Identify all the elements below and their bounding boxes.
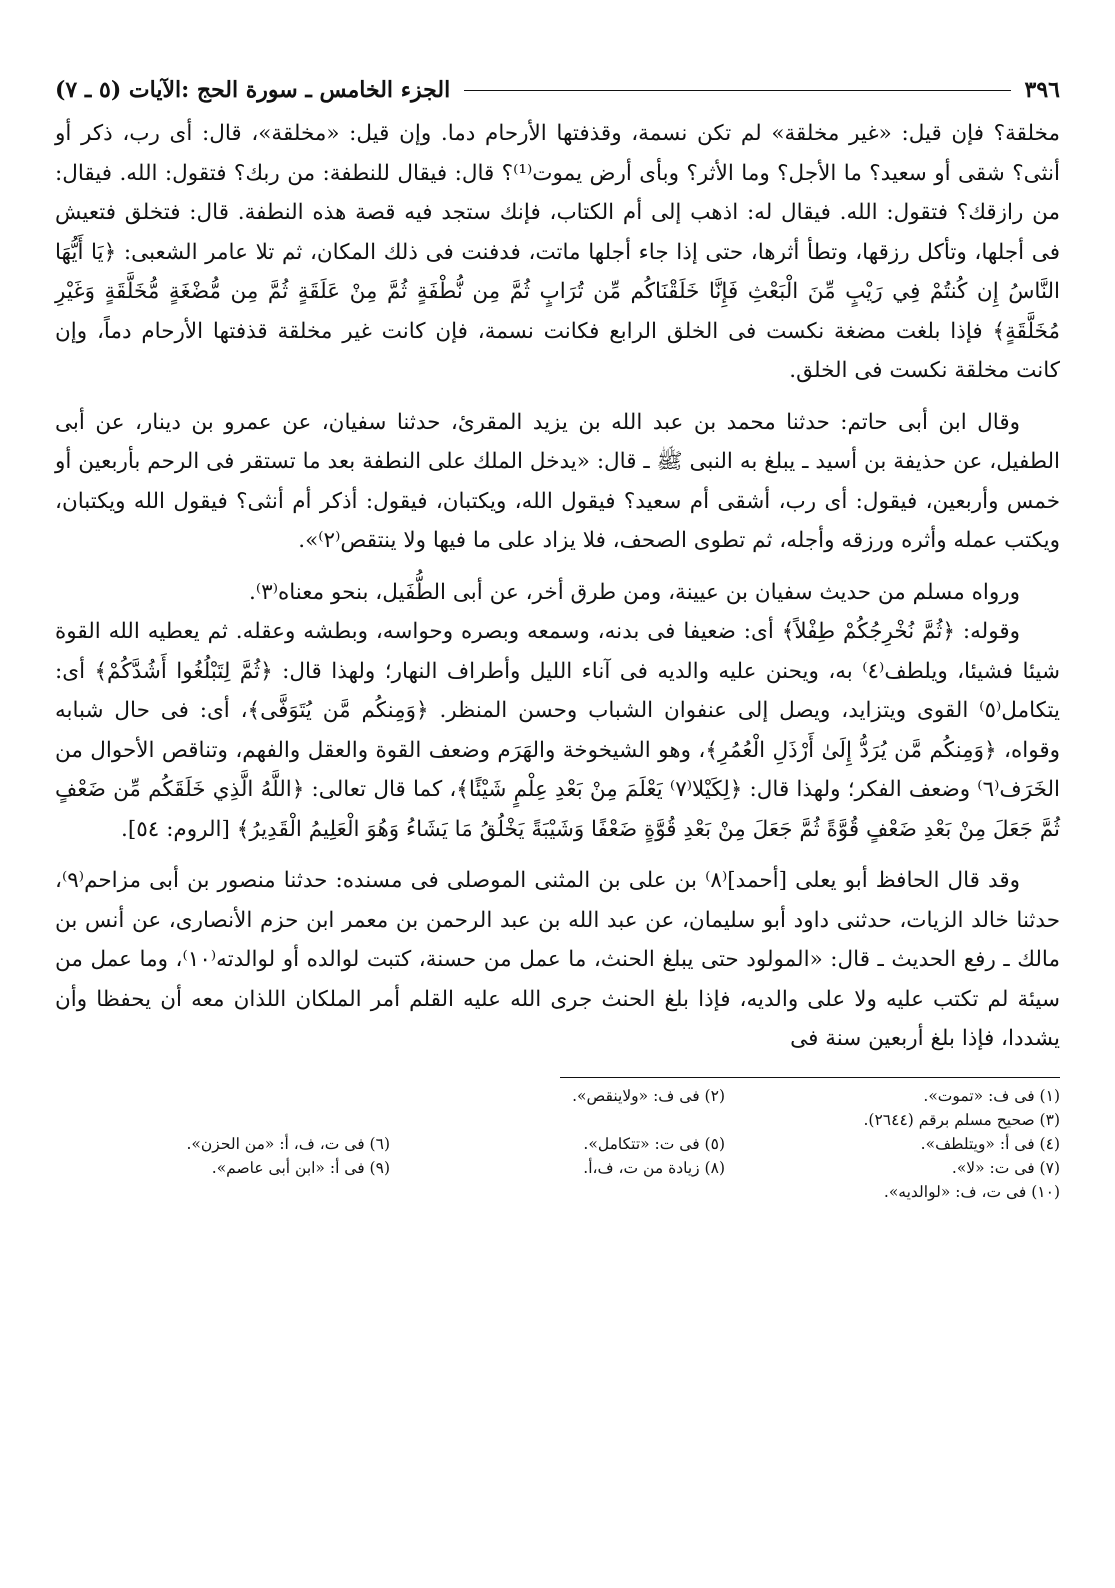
footnote-row [55,1132,1060,1156]
footnote [390,1108,725,1132]
footnote [390,1180,725,1204]
main-text [55,114,1060,1059]
footnote-row [55,1180,1060,1204]
footnote: (٨) زيادة من ت، ف،أ. [583,1158,725,1177]
page-header [55,70,1060,110]
footnote-separator [560,1077,1060,1078]
page-number: ٣٩٦ [1024,77,1060,103]
footnote: (٤) فى أ: «ويتلطف». [920,1134,1060,1153]
footnote [55,1084,390,1108]
footnote: (٣) صحيح مسلم برقم (٢٦٤٤). [863,1110,1060,1129]
footnote: (٦) فى ت، ف، أ: «من الحزن». [186,1134,390,1153]
book-page [55,70,1060,1204]
footnote-row [55,1156,1060,1180]
footnote [55,1108,390,1132]
footnote: (٩) فى أ: «ابن أبى عاصم». [211,1158,390,1177]
footnote: (٥) فى ت: «تتكامل». [583,1134,725,1153]
header-rule [464,90,1010,91]
paragraph: وقوله: ﴿ثُمَّ نُخْرِجُكُمْ طِفْلاً﴾ أى: ضعيفا فى بدنه، وسمعه وبصره وحواسه، وبطشه وعقله. ثم يعطيه الله القوة شيئا فشيئا، ويلطف⁽٤⁾ به، ويحنن عليه والديه فى آناء الليل وأطراف النهار؛ ولهذا قال: ﴿ثُمَّ لِتَبْلُغُوا أَشُدَّكُمْ﴾ أى: يتكامل⁽٥⁾ القوى ويتزايد، ويصل إلى عنفوان الشباب وحسن المنظر. ﴿وَمِنكُم مَّن يُتَوَفَّى﴾، أى: فى حال شبابه وقواه، ﴿وَمِنكُم مَّن يُرَدُّ إِلَىٰ أَرْذَلِ الْعُمُرِ﴾، وهو الشيخوخة والهَرَم وضعف القوة والعقل والفهم، وتناقص الأحوال من الخَرَف⁽٦⁾ وضعف الفكر؛ ولهذا قال: ﴿لِكَيْلا⁽٧⁾ يَعْلَمَ مِنْ بَعْدِ عِلْمٍ شَيْئًا﴾، كما قال تعالى: ﴿اللَّهُ الَّذِي خَلَقَكُم مِّن ضَعْفٍ ثُمَّ جَعَلَ مِنْ بَعْدِ ضَعْفٍ قُوَّةً ثُمَّ جَعَلَ مِنْ بَعْدِ قُوَّةٍ ضَعْفًا وَشَيْبَةً يَخْلُقُ مَا يَشَاءُ وَهُوَ الْعَلِيمُ الْقَدِيرُ﴾ [الروم: ٥٤]. [55,619,1060,842]
footnotes [55,1084,1060,1204]
footnote-row [55,1108,1060,1132]
footnote [55,1180,390,1204]
paragraph: وقد قال الحافظ أبو يعلى [أحمد]⁽٨⁾ بن على بن المثنى الموصلى فى مسنده: حدثنا منصور بن أبى مزاحم⁽٩⁾، حدثنا خالد الزيات، حدثنى داود أبو سليمان، عن عبد الله بن عبد الرحمن بن معمر ابن حزم الأنصارى، عن أنس بن مالك ـ رفع الحديث ـ قال: «المولود حتى يبلغ الحنث، ما عمل من حسنة، كتبت لوالده أو لوالدته⁽١٠⁾، وما عمل من سيئة لم تكتب عليه ولا على والديه، فإذا بلغ الحنث جرى الله عليه القلم أمر الملكان اللذان معه أن يحفظا وأن يشددا، فإذا بلغ أربعين سنة فى [55,868,1060,1051]
paragraph: ورواه مسلم من حديث سفيان بن عيينة، ومن طرق أخر، عن أبى الطُّفَيل، بنحو معناه⁽٣⁾. [249,579,1020,605]
footnote-row [55,1084,1060,1108]
footnote: (٢) فى ف: «ولاينقص». [572,1086,725,1105]
paragraph: وقال ابن أبى حاتم: حدثنا محمد بن عبد الله بن يزيد المقرئ، حدثنا سفيان، عن عمرو بن دينار، عن أبى الطفيل، عن حذيفة بن أسيد ـ يبلغ به النبى ﷺ ـ قال: «يدخل الملك على النطفة بعد ما تستقر فى الرحم بأربعين أو خمس وأربعين، فيقول: أى رب، أشقى أم سعيد؟ فيقول الله، ويكتبان، فيقول: أذكر أم أنثى؟ فيقول الله ويكتبان، ويكتب عمله وأثره ورزقه وأجله، ثم تطوى الصحف، فلا يزاد على ما فيها ولا ينتقص⁽٢⁾». [55,409,1060,553]
footnote: (١٠) فى ت، ف: «لوالديه». [883,1182,1060,1201]
footnote: (١) فى ف: «تموت». [923,1086,1060,1105]
footnote: (٧) فى ت: «لا». [951,1158,1060,1177]
paragraph: مخلقة؟ فإن قيل: «غير مخلقة» لم تكن نسمة، وقذفتها الأرحام دما. وإن قيل: «مخلقة»، قال: أى رب، ذكر أو أنثى؟ شقى أو سعيد؟ ما الأجل؟ وما الأثر؟ وبأى أرض يموت⁽¹⁾؟ قال: فيقال للنطفة: من ربك؟ فتقول: الله. فيقال: من رازقك؟ فتقول: الله. فيقال له: اذهب إلى أم الكتاب، فإنك ستجد فيه قصة هذه النطفة. قال: فتخلق فتعيش فى أجلها، وتأكل رزقها، وتطأ أثرها، حتى إذا جاء أجلها ماتت، فدفنت فى ذلك المكان، ثم تلا عامر الشعبى: ﴿يَا أَيُّهَا النَّاسُ إِن كُنتُمْ فِي رَيْبٍ مِّنَ الْبَعْثِ فَإِنَّا خَلَقْنَاكُم مِّن تُرَابٍ ثُمَّ مِن نُّطْفَةٍ ثُمَّ مِنْ عَلَقَةٍ ثُمَّ مِن مُّضْغَةٍ مُّخَلَّقَةٍ وَغَيْرِ مُخَلَّقَةٍ﴾ فإذا بلغت مضغة نكست فى الخلق الرابع فكانت نسمة، فإن كانت غير مخلقة قذفتها الأرحام دماً، وإن كانت مخلقة نكست فى الخلق. [55,121,1061,383]
running-title: الجزء الخامس ـ سورة الحج :الآيات (٥ ـ ٧) [55,77,451,103]
